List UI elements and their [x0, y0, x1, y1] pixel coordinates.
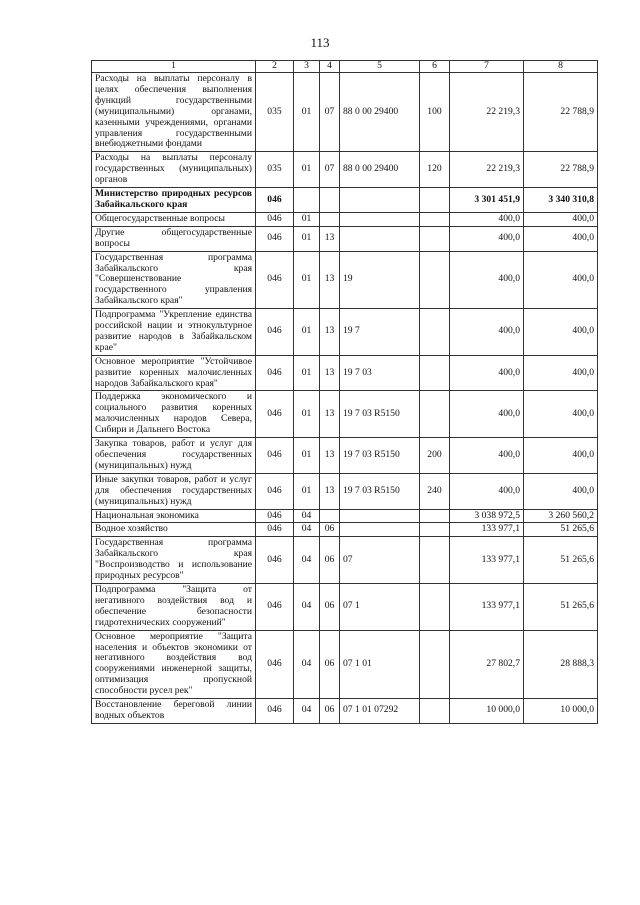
expense-type-code	[420, 226, 450, 251]
amount-year-1: 22 219,3	[450, 152, 524, 188]
col-header: 3	[294, 61, 320, 73]
amount-year-2: 28 888,3	[524, 630, 598, 698]
target-article-code: 19 7 03 R5150	[340, 473, 420, 509]
row-name: Министерство природных ресурсов Забайкальского края	[92, 188, 256, 213]
amount-year-2: 22 788,9	[524, 73, 598, 152]
expense-type-code	[420, 355, 450, 391]
amount-year-1: 400,0	[450, 355, 524, 391]
header-row	[92, 61, 598, 73]
amount-year-1: 3 301 451,9	[450, 188, 524, 213]
row-name: Государственная программа Забайкальского края "Воспроизводство и использование природных ресурсов"	[92, 537, 256, 584]
ministry-code: 046	[256, 583, 294, 630]
ministry-code: 046	[256, 391, 294, 438]
page-number: 113	[310, 35, 330, 50]
col-header: 7	[450, 61, 524, 73]
table-row	[92, 583, 598, 630]
amount-year-1: 10 000,0	[450, 699, 524, 724]
table-row	[92, 226, 598, 251]
section-code: 04	[294, 630, 320, 698]
subsection-code	[320, 509, 340, 523]
section-code: 01	[294, 438, 320, 474]
section-code: 01	[294, 309, 320, 356]
subsection-code: 13	[320, 438, 340, 474]
table-row	[92, 473, 598, 509]
row-name: Национальная экономика	[92, 509, 256, 523]
subsection-code: 13	[320, 391, 340, 438]
expense-type-code: 100	[420, 73, 450, 152]
row-name: Иные закупки товаров, работ и услуг для обеспечения государственных (муниципальных) нужд	[92, 473, 256, 509]
subsection-code: 06	[320, 523, 340, 537]
ministry-code: 046	[256, 309, 294, 356]
target-article-code	[340, 523, 420, 537]
target-article-code: 07 1 01	[340, 630, 420, 698]
expense-type-code	[420, 630, 450, 698]
amount-year-2: 51 265,6	[524, 583, 598, 630]
amount-year-1: 22 219,3	[450, 73, 524, 152]
amount-year-1: 400,0	[450, 212, 524, 226]
section-code: 04	[294, 583, 320, 630]
section-code: 04	[294, 509, 320, 523]
row-name: Водное хозяйство	[92, 523, 256, 537]
amount-year-2: 400,0	[524, 473, 598, 509]
amount-year-2: 400,0	[524, 251, 598, 309]
row-name: Восстановление береговой линии водных объектов	[92, 699, 256, 724]
ministry-code: 046	[256, 523, 294, 537]
amount-year-2: 400,0	[524, 438, 598, 474]
target-article-code: 07 1 01 07292	[340, 699, 420, 724]
target-article-code	[340, 226, 420, 251]
amount-year-1: 27 802,7	[450, 630, 524, 698]
ministry-code: 035	[256, 73, 294, 152]
expense-type-code	[420, 583, 450, 630]
col-header: 6	[420, 61, 450, 73]
subsection-code: 06	[320, 537, 340, 584]
amount-year-2: 10 000,0	[524, 699, 598, 724]
subsection-code: 13	[320, 473, 340, 509]
amount-year-2: 3 260 560,2	[524, 509, 598, 523]
subsection-code: 13	[320, 355, 340, 391]
expense-type-code: 120	[420, 152, 450, 188]
target-article-code: 07	[340, 537, 420, 584]
target-article-code: 88 0 00 29400	[340, 73, 420, 152]
col-header: 8	[524, 61, 598, 73]
row-name: Государственная программа Забайкальского края "Совершенствование государственного управления Забайкальского края"	[92, 251, 256, 309]
expense-type-code	[420, 509, 450, 523]
table-row	[92, 309, 598, 356]
expense-type-code	[420, 188, 450, 213]
target-article-code: 07 1	[340, 583, 420, 630]
target-article-code: 19 7 03 R5150	[340, 391, 420, 438]
expense-type-code	[420, 251, 450, 309]
table-row	[92, 212, 598, 226]
amount-year-2: 22 788,9	[524, 152, 598, 188]
row-name: Основное мероприятие "Устойчивое развитие коренных малочисленных народов Забайкальского края"	[92, 355, 256, 391]
amount-year-1: 400,0	[450, 438, 524, 474]
row-name: Закупка товаров, работ и услуг для обеспечения государственных (муниципальных) нужд	[92, 438, 256, 474]
amount-year-2: 400,0	[524, 309, 598, 356]
section-code: 04	[294, 523, 320, 537]
table-row	[92, 537, 598, 584]
amount-year-2: 3 340 310,8	[524, 188, 598, 213]
table-row	[92, 438, 598, 474]
amount-year-1: 400,0	[450, 251, 524, 309]
target-article-code	[340, 509, 420, 523]
table-row	[92, 152, 598, 188]
target-article-code: 88 0 00 29400	[340, 152, 420, 188]
ministry-code: 046	[256, 188, 294, 213]
col-header: 1	[92, 61, 256, 73]
subsection-code: 07	[320, 152, 340, 188]
target-article-code	[340, 188, 420, 213]
ministry-code: 046	[256, 226, 294, 251]
row-name: Подпрограмма "Укрепление единства российской нации и этнокультурное развитие народов в Забайкальском крае"	[92, 309, 256, 356]
target-article-code	[340, 212, 420, 226]
ministry-code: 046	[256, 509, 294, 523]
row-name: Расходы на выплаты персоналу в целях обеспечения выполнения функций государственными (муниципальными) органами, казенными учреждениями, органами управления государственными внебюджетными фондами	[92, 73, 256, 152]
expense-type-code: 240	[420, 473, 450, 509]
amount-year-1: 133 977,1	[450, 583, 524, 630]
section-code: 01	[294, 473, 320, 509]
row-name: Общегосударственные вопросы	[92, 212, 256, 226]
expense-type-code	[420, 309, 450, 356]
table-row	[92, 523, 598, 537]
section-code: 04	[294, 537, 320, 584]
subsection-code	[320, 188, 340, 213]
row-name: Основное мероприятие "Защита населения и объектов экономики от негативного воздействия вод сооружениями инженерной защиты, оптимизация пропускной способности русел рек"	[92, 630, 256, 698]
ministry-code: 046	[256, 537, 294, 584]
amount-year-2: 400,0	[524, 212, 598, 226]
row-name: Подпрограмма "Защита от негативного воздействия вод и обеспечение безопасности гидротехнических сооружений"	[92, 583, 256, 630]
amount-year-2: 51 265,6	[524, 523, 598, 537]
ministry-code: 046	[256, 699, 294, 724]
budget-table	[91, 60, 598, 724]
amount-year-2: 51 265,6	[524, 537, 598, 584]
amount-year-1: 400,0	[450, 391, 524, 438]
amount-year-1: 400,0	[450, 309, 524, 356]
amount-year-1: 400,0	[450, 473, 524, 509]
table-row	[92, 391, 598, 438]
ministry-code: 046	[256, 251, 294, 309]
section-code: 01	[294, 226, 320, 251]
ministry-code: 035	[256, 152, 294, 188]
table-row	[92, 509, 598, 523]
subsection-code: 13	[320, 309, 340, 356]
table-row	[92, 188, 598, 213]
expense-type-code	[420, 523, 450, 537]
row-name: Поддержка экономического и социального развития коренных малочисленных народов Севера, Сибири и Дальнего Востока	[92, 391, 256, 438]
subsection-code: 07	[320, 73, 340, 152]
section-code: 04	[294, 699, 320, 724]
table-row	[92, 355, 598, 391]
section-code: 01	[294, 212, 320, 226]
ministry-code: 046	[256, 355, 294, 391]
target-article-code: 19	[340, 251, 420, 309]
subsection-code	[320, 212, 340, 226]
table-row	[92, 251, 598, 309]
col-header: 4	[320, 61, 340, 73]
section-code: 01	[294, 152, 320, 188]
amount-year-1: 3 038 972,5	[450, 509, 524, 523]
amount-year-2: 400,0	[524, 226, 598, 251]
expense-type-code	[420, 212, 450, 226]
expense-type-code	[420, 391, 450, 438]
expense-type-code	[420, 699, 450, 724]
subsection-code: 06	[320, 699, 340, 724]
section-code: 01	[294, 355, 320, 391]
row-name: Расходы на выплаты персоналу государственных (муниципальных) органов	[92, 152, 256, 188]
row-name: Другие общегосударственные вопросы	[92, 226, 256, 251]
ministry-code: 046	[256, 438, 294, 474]
table-row	[92, 630, 598, 698]
table-row	[92, 699, 598, 724]
section-code: 01	[294, 391, 320, 438]
target-article-code: 19 7 03	[340, 355, 420, 391]
subsection-code: 13	[320, 251, 340, 309]
col-header: 2	[256, 61, 294, 73]
amount-year-2: 400,0	[524, 355, 598, 391]
table-row	[92, 73, 598, 152]
subsection-code: 13	[320, 226, 340, 251]
section-code: 01	[294, 73, 320, 152]
amount-year-1: 133 977,1	[450, 523, 524, 537]
ministry-code: 046	[256, 212, 294, 226]
ministry-code: 046	[256, 473, 294, 509]
amount-year-1: 400,0	[450, 226, 524, 251]
subsection-code: 06	[320, 583, 340, 630]
expense-type-code	[420, 537, 450, 584]
ministry-code: 046	[256, 630, 294, 698]
subsection-code: 06	[320, 630, 340, 698]
target-article-code: 19 7 03 R5150	[340, 438, 420, 474]
col-header: 5	[340, 61, 420, 73]
amount-year-1: 133 977,1	[450, 537, 524, 584]
amount-year-2: 400,0	[524, 391, 598, 438]
expense-type-code: 200	[420, 438, 450, 474]
section-code: 01	[294, 251, 320, 309]
target-article-code: 19 7	[340, 309, 420, 356]
section-code	[294, 188, 320, 213]
